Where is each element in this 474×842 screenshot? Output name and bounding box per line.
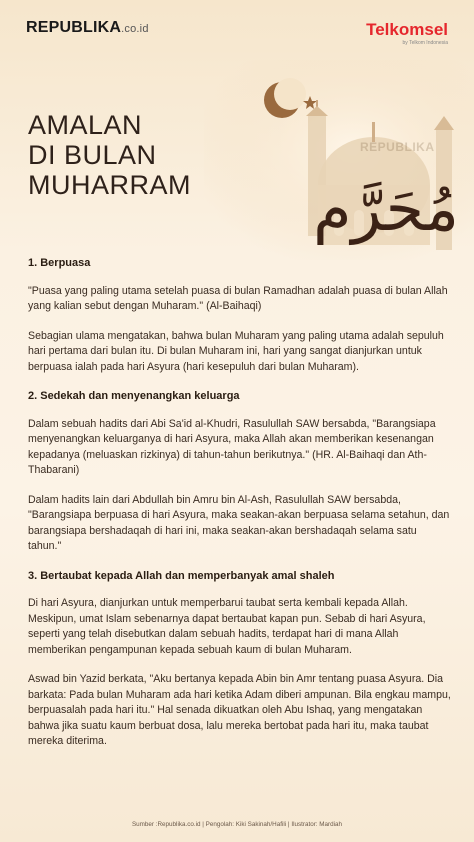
- section-heading: 2. Sedekah dan menyenangkan keluarga: [28, 390, 240, 402]
- section-paragraph: Sebagian ulama mengatakan, bahwa bulan Muharam yang paling utama adalah sepuluh hari pertama dari bulan itu. Di bulan Muharam ini, hari yang sangat dianjurkan untuk berpuasa ialah pada hari Asyura (hari kesepuluh dari bulan Muharam).: [28, 329, 444, 373]
- muharram-calligraphy: مُحَرَّم: [313, 172, 459, 245]
- partner-name: Telkomsel: [366, 20, 448, 39]
- title-line-2: DI BULAN: [28, 140, 157, 170]
- section-heading: 3. Bertaubat kepada Allah dan memperbanyak amal shaleh: [28, 569, 335, 582]
- brand-suffix: .co.id: [121, 23, 149, 35]
- header-bar: [0, 0, 474, 58]
- section-paragraph: Aswad bin Yazid berkata, "Aku bertanya kepada Abin bin Amr tentang puasa Asyura. Dia barkata: Pada bulan Muharam ada hari ketika Adam diberi ampunan. Bila engkau mampu, berpuasalah pada hari itu." Hal senada dikuatkan oleh Abu Ishaq, yang mengatakan bahwa jika suatu kaum berbuat dosa, lalu mereka bertobat pada hari itu, maka taubat mereka diterima.: [28, 673, 451, 747]
- title-line-3: MUHARRAM: [28, 170, 191, 200]
- title-line-1: AMALAN: [28, 110, 143, 140]
- brand-name: REPUBLIKA: [26, 19, 122, 36]
- republika-logo[interactable]: [26, 19, 149, 37]
- credits-footer: Sumber :Republika.co.id | Pengolah: Kiki Sakinah/Hafili | Ilustrator: Mardiah: [131, 821, 343, 828]
- telkomsel-logo[interactable]: [366, 20, 448, 40]
- section-heading: 1. Berpuasa: [28, 257, 91, 269]
- section-paragraph: Dalam hadits lain dari Abdullah bin Amru bin Al-Ash, Rasulullah SAW bersabda, "Barangsiapa berpuasa di hari Asyura, maka seakan-akan berpuasa selama setahun, dan barangsiapa bershadaqah di hari ini, maka seakan-akan bershadaqah selama satu tahun.": [28, 493, 450, 552]
- republika-watermark: REPUBLIKA: [360, 140, 435, 154]
- page-title: [28, 110, 228, 200]
- section-paragraph: Di hari Asyura, dianjurkan untuk memperbarui taubat serta kembali kepada Allah. Meskipun, umat Islam sebenarnya dapat bertaubat kapan pun. Sebab di hari Asyura, seperti yang telah disebutkan dalam sebuah hadits, terdapat hari di mana Allah memberikan pengampunan kepada sebuah kaum di bulan Muharam.: [28, 597, 426, 656]
- partner-subtitle: by Telkom Indonesia: [402, 40, 448, 46]
- article-body: [28, 256, 452, 764]
- section-berpuasa: [28, 256, 452, 375]
- section-sedekah: [28, 389, 452, 555]
- section-paragraph: "Puasa yang paling utama setelah puasa di bulan Ramadhan adalah puasa di bulan Allah yang kalian sebut dengan Muharam." (Al-Baihaqi): [28, 284, 448, 312]
- section-bertaubat: [28, 569, 452, 750]
- section-paragraph: Dalam sebuah hadits dari Abi Sa'id al-Khudri, Rasulullah SAW bersabda, "Barangsiapa menyenangkan keluarganya di hari Asyura, maka Allah akan memberikan kesenangan kepadanya (meluaskan rizkinya) di tahun-tahun berikutnya." (HR. Al-Baihaqi dan Ath-Thabarani): [28, 417, 436, 476]
- mosque-illustration: [204, 60, 474, 260]
